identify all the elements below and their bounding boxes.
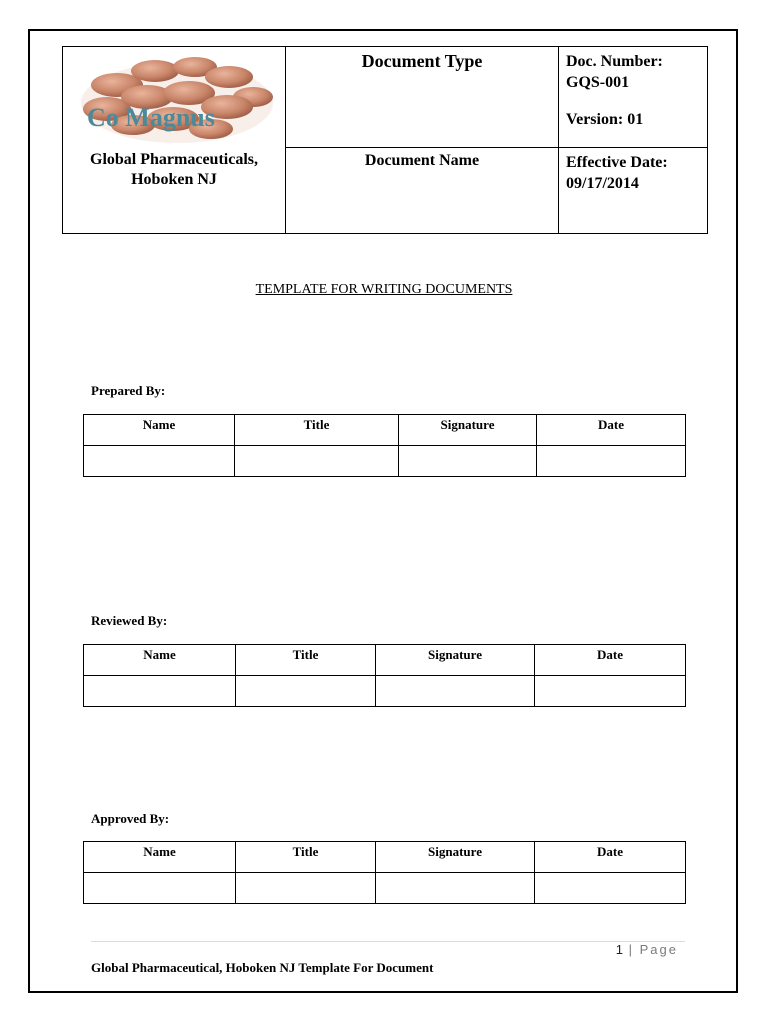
- document-title: TEMPLATE FOR WRITING DOCUMENTS: [255, 282, 513, 297]
- name-cell[interactable]: [84, 873, 236, 904]
- column-header-title: Title: [236, 645, 376, 676]
- company-name: Global Pharmaceuticals, Hoboken NJ: [90, 151, 258, 188]
- table-row: [84, 446, 686, 477]
- column-header-name: Name: [84, 415, 235, 446]
- column-header-title: Title: [236, 842, 376, 873]
- date-cell[interactable]: [535, 676, 686, 707]
- page-word: | Page: [628, 942, 678, 957]
- column-header-name: Name: [84, 645, 236, 676]
- header-table: [62, 46, 708, 234]
- doc-number-cell: [559, 47, 708, 148]
- title-cell[interactable]: [236, 873, 376, 904]
- title-cell[interactable]: [235, 446, 399, 477]
- column-header-date: Date: [537, 415, 686, 446]
- column-header-signature: Signature: [399, 415, 537, 446]
- date-cell[interactable]: [535, 873, 686, 904]
- column-header-signature: Signature: [376, 645, 535, 676]
- column-header-signature: Signature: [376, 842, 535, 873]
- column-header-date: Date: [535, 842, 686, 873]
- page-number-value: 1: [615, 942, 624, 957]
- reviewed-by-table: [83, 644, 686, 707]
- effective-date-label: Effective Date:: [566, 154, 668, 171]
- doc-number-value: GQS-001: [566, 74, 630, 91]
- footer-text: Global Pharmaceutical, Hoboken NJ Template For Document: [91, 960, 434, 975]
- effective-date-cell: [559, 148, 708, 234]
- signature-cell[interactable]: [399, 446, 537, 477]
- column-header-date: Date: [535, 645, 686, 676]
- title-cell[interactable]: [236, 676, 376, 707]
- name-cell[interactable]: [84, 446, 235, 477]
- signature-cell[interactable]: [376, 873, 535, 904]
- doc-number-label: Doc. Number:: [566, 53, 663, 70]
- prepared-by-table: [83, 414, 686, 477]
- approved-by-label: Approved By:: [91, 811, 170, 826]
- page-number: [616, 942, 678, 957]
- name-cell[interactable]: [84, 676, 236, 707]
- logo-cell: [63, 47, 286, 234]
- prepared-by-label: Prepared By:: [91, 383, 166, 398]
- reviewed-by-label: Reviewed By:: [91, 613, 168, 628]
- footer-divider: [91, 941, 685, 942]
- table-row: [84, 873, 686, 904]
- logo-wordmark: Co Magnus: [87, 103, 215, 132]
- signature-cell[interactable]: [376, 676, 535, 707]
- column-header-name: Name: [84, 842, 236, 873]
- version-label: Version: 01: [566, 111, 644, 128]
- effective-date-value: 09/17/2014: [566, 175, 639, 192]
- approved-by-table: [83, 841, 686, 904]
- column-header-title: Title: [235, 415, 399, 446]
- date-cell[interactable]: [537, 446, 686, 477]
- document-name-label: Document Name: [286, 148, 559, 234]
- table-row: [84, 676, 686, 707]
- document-type-label: Document Type: [286, 47, 559, 148]
